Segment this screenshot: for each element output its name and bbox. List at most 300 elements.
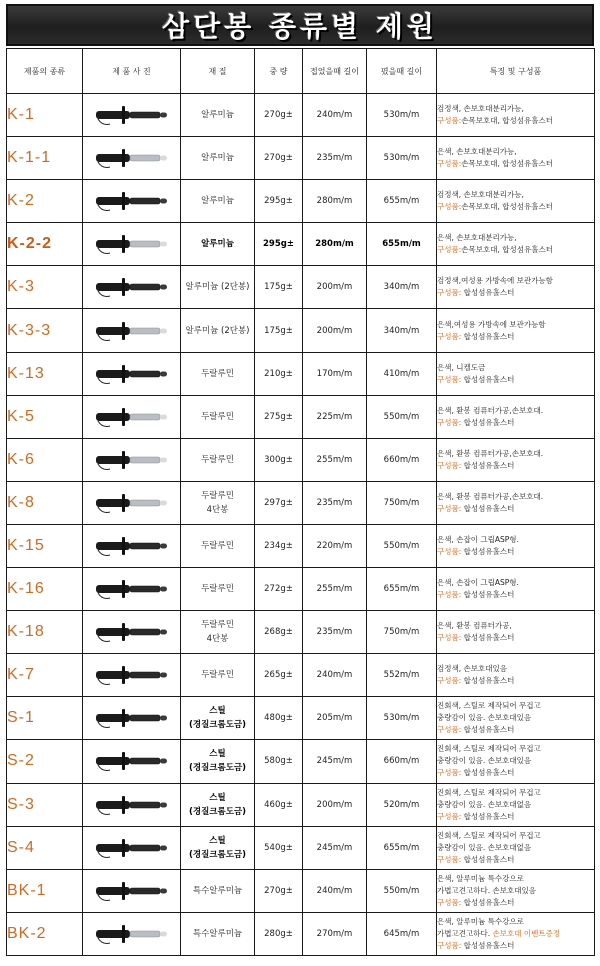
extended-length: 550m/m bbox=[367, 869, 437, 912]
extended-length: 645m/m bbox=[367, 912, 437, 955]
extended-length: 550m/m bbox=[367, 524, 437, 567]
features bbox=[437, 524, 595, 567]
model-name: K-16 bbox=[7, 568, 83, 611]
folded-length: 220m/m bbox=[303, 524, 367, 567]
model-name: K-18 bbox=[7, 611, 83, 654]
components-label: 구성품: bbox=[437, 546, 462, 556]
table-row bbox=[7, 395, 595, 438]
material bbox=[181, 912, 255, 955]
feature-line bbox=[437, 632, 594, 644]
feature-line bbox=[437, 417, 594, 429]
feature-line bbox=[437, 275, 594, 287]
weight: 270g± bbox=[255, 869, 303, 912]
folded-length: 240m/m bbox=[303, 869, 367, 912]
material bbox=[181, 826, 255, 869]
black-baton-icon bbox=[92, 878, 172, 904]
material-line: 두랄루민 bbox=[201, 490, 234, 501]
material bbox=[181, 309, 255, 352]
table-row bbox=[7, 654, 595, 697]
material-line: 4단봉 bbox=[206, 504, 229, 515]
folded-length: 235m/m bbox=[303, 137, 367, 180]
features bbox=[437, 94, 595, 137]
material-line: 알루미늄 bbox=[201, 110, 234, 121]
folded-length: 205m/m bbox=[303, 697, 367, 740]
components-label: 구성품: bbox=[437, 460, 462, 470]
features bbox=[437, 568, 595, 611]
weight: 295g± bbox=[255, 223, 303, 266]
feature-line bbox=[437, 362, 594, 374]
product-photo bbox=[83, 654, 181, 697]
feature-text: 합성섬유홀스터 bbox=[461, 854, 515, 864]
extended-length: 660m/m bbox=[367, 438, 437, 481]
model-name: BK-1 bbox=[7, 869, 83, 912]
table-row bbox=[7, 94, 595, 137]
material-line: (경질크롬도금) bbox=[188, 849, 247, 860]
feature-line bbox=[437, 232, 594, 244]
features bbox=[437, 869, 595, 912]
product-photo bbox=[83, 697, 181, 740]
material bbox=[181, 611, 255, 654]
feature-line bbox=[437, 675, 594, 687]
features bbox=[437, 481, 595, 524]
product-photo bbox=[83, 783, 181, 826]
model-name: K-3-3 bbox=[7, 309, 83, 352]
material-line: 스틸 bbox=[209, 835, 226, 846]
material-line: 특수알루미늄 bbox=[192, 885, 243, 896]
extended-length: 660m/m bbox=[367, 740, 437, 783]
product-photo bbox=[83, 912, 181, 955]
weight: 580g± bbox=[255, 740, 303, 783]
model-name: S-1 bbox=[7, 697, 83, 740]
features bbox=[437, 783, 595, 826]
feature-line bbox=[437, 103, 594, 115]
black-baton-icon bbox=[92, 274, 172, 300]
extended-length: 655m/m bbox=[367, 568, 437, 611]
material-line: 두랄루민 bbox=[201, 584, 234, 595]
table-row bbox=[7, 223, 595, 266]
feature-text: 검정색, 손보호대분리가능, bbox=[437, 190, 524, 200]
model-name: K-6 bbox=[7, 438, 83, 481]
feature-text: 진회색, 스틸로 제작되어 무겁고 bbox=[437, 744, 541, 754]
silver-baton-icon bbox=[92, 921, 172, 947]
model-name: K-15 bbox=[7, 524, 83, 567]
material-line: (경질크롬도금) bbox=[188, 806, 247, 817]
table-row bbox=[7, 826, 595, 869]
feature-line bbox=[437, 491, 594, 503]
feature-line bbox=[437, 928, 594, 940]
black-baton-icon bbox=[92, 619, 172, 645]
feature-text: 합성섬유홀스터 bbox=[461, 633, 515, 643]
table-row bbox=[7, 611, 595, 654]
feature-line bbox=[437, 842, 594, 854]
header-material: 재 질 bbox=[181, 49, 255, 94]
weight: 540g± bbox=[255, 826, 303, 869]
silver-baton-icon bbox=[92, 145, 172, 171]
feature-text: 합성섬유홀스터 bbox=[461, 811, 515, 821]
table-row bbox=[7, 869, 595, 912]
feature-line bbox=[437, 873, 594, 885]
folded-length: 200m/m bbox=[303, 266, 367, 309]
extended-length: 655m/m bbox=[367, 223, 437, 266]
components-label: 구성품: bbox=[437, 768, 462, 778]
feature-text: 합성섬유홀스터 bbox=[461, 897, 515, 907]
feature-line bbox=[437, 799, 594, 811]
components-label: 구성품: bbox=[437, 897, 462, 907]
weight: 275g± bbox=[255, 395, 303, 438]
table-row bbox=[7, 309, 595, 352]
extended-length: 410m/m bbox=[367, 352, 437, 395]
feature-text: 합성섬유홀스터 bbox=[461, 546, 515, 556]
extended-length: 520m/m bbox=[367, 783, 437, 826]
silver-baton-icon bbox=[92, 447, 172, 473]
feature-text: 충량감이 있음. 손보호대있음 bbox=[437, 713, 532, 723]
features bbox=[437, 223, 595, 266]
features bbox=[437, 266, 595, 309]
features bbox=[437, 309, 595, 352]
material-line: 특수알루미늄 bbox=[192, 928, 243, 939]
features bbox=[437, 611, 595, 654]
weight: 270g± bbox=[255, 137, 303, 180]
components-label: 구성품: bbox=[437, 417, 462, 427]
model-name: K-1 bbox=[7, 94, 83, 137]
material-line: 알루미늄 bbox=[201, 239, 234, 250]
feature-text: 진회색, 스틸로 제작되어 무겁고 bbox=[437, 787, 541, 797]
feature-text: 은색, 손잡이 그립ASP형. bbox=[437, 534, 519, 544]
material-line: 알루미늄 (2단봉) bbox=[185, 325, 250, 336]
model-name: K-2-2 bbox=[7, 223, 83, 266]
feature-line bbox=[437, 319, 594, 331]
header-folded-length: 접었을때 길이 bbox=[303, 49, 367, 94]
material-line: 두랄루민 bbox=[201, 454, 234, 465]
material-line: 스틸 bbox=[209, 792, 226, 803]
table-row bbox=[7, 266, 595, 309]
feature-text: 은색, 환봉 컴퓨터가공,손보호대. bbox=[437, 491, 544, 501]
feature-text: 충량감이 있음. 손보호대있음 bbox=[437, 756, 532, 766]
product-photo bbox=[83, 223, 181, 266]
feature-line bbox=[437, 534, 594, 546]
header-features: 특징 및 구성품 bbox=[437, 49, 595, 94]
feature-text: 합성섬유홀스터 bbox=[461, 590, 515, 600]
feature-line bbox=[437, 663, 594, 675]
feature-line bbox=[437, 448, 594, 460]
material bbox=[181, 524, 255, 567]
feature-line bbox=[437, 244, 594, 256]
feature-text: 은색, 환봉 컴퓨터가공,손보호대. bbox=[437, 448, 544, 458]
material-line: 두랄루민 bbox=[201, 540, 234, 551]
feature-text: 합성섬유홀스터 bbox=[461, 417, 515, 427]
material bbox=[181, 869, 255, 912]
components-label: 구성품: bbox=[437, 331, 462, 341]
weight: 210g± bbox=[255, 352, 303, 395]
black-baton-icon bbox=[92, 792, 172, 818]
material bbox=[181, 697, 255, 740]
feature-text: 합성섬유홀스터 bbox=[461, 288, 515, 298]
header-photo: 제 품 사 진 bbox=[83, 49, 181, 94]
material bbox=[181, 568, 255, 611]
model-name: K-8 bbox=[7, 481, 83, 524]
material bbox=[181, 94, 255, 137]
weight: 480g± bbox=[255, 697, 303, 740]
material-line: 알루미늄 (2단봉) bbox=[185, 282, 250, 293]
feature-line bbox=[437, 897, 594, 909]
extended-length: 655m/m bbox=[367, 180, 437, 223]
feature-line bbox=[437, 700, 594, 712]
silver-baton-icon bbox=[92, 490, 172, 516]
header-model: 제품의 종류 bbox=[7, 49, 83, 94]
feature-text: 은색, 알루미늄 특수강으로 bbox=[437, 916, 524, 926]
model-name: K-2 bbox=[7, 180, 83, 223]
material bbox=[181, 352, 255, 395]
folded-length: 240m/m bbox=[303, 654, 367, 697]
feature-line bbox=[437, 189, 594, 201]
feature-line bbox=[437, 331, 594, 343]
material-line: 4단봉 bbox=[206, 634, 229, 645]
black-baton-icon bbox=[92, 835, 172, 861]
material bbox=[181, 180, 255, 223]
feature-line bbox=[437, 115, 594, 127]
components-label: 구성품: bbox=[437, 633, 462, 643]
feature-text: 충량감이 있음. 손보호대없음 bbox=[437, 842, 532, 852]
product-photo bbox=[83, 395, 181, 438]
extended-length: 550m/m bbox=[367, 395, 437, 438]
features bbox=[437, 395, 595, 438]
features bbox=[437, 654, 595, 697]
feature-line bbox=[437, 830, 594, 842]
weight: 234g± bbox=[255, 524, 303, 567]
black-baton-icon bbox=[92, 361, 172, 387]
components-label: 구성품: bbox=[437, 854, 462, 864]
features bbox=[437, 137, 595, 180]
material bbox=[181, 783, 255, 826]
feature-text: 합성섬유홀스터 bbox=[461, 940, 515, 950]
feature-text: 검정색, 손보호대있음 bbox=[437, 664, 507, 674]
weight: 295g± bbox=[255, 180, 303, 223]
model-name: BK-2 bbox=[7, 912, 83, 955]
components-label: 구성품: bbox=[437, 590, 462, 600]
feature-line bbox=[437, 374, 594, 386]
table-row bbox=[7, 524, 595, 567]
folded-length: 280m/m bbox=[303, 180, 367, 223]
product-photo bbox=[83, 137, 181, 180]
material-line: (경질크롬도금) bbox=[188, 763, 247, 774]
product-photo bbox=[83, 524, 181, 567]
feature-text: 손목보호대, 합성섬유홀스터 bbox=[461, 116, 553, 126]
feature-line bbox=[437, 589, 594, 601]
header-row bbox=[7, 49, 595, 94]
feature-line bbox=[437, 146, 594, 158]
silver-baton-icon bbox=[92, 231, 172, 257]
product-photo bbox=[83, 266, 181, 309]
feature-line bbox=[437, 885, 594, 897]
folded-length: 235m/m bbox=[303, 611, 367, 654]
material bbox=[181, 438, 255, 481]
extended-length: 552m/m bbox=[367, 654, 437, 697]
product-photo bbox=[83, 309, 181, 352]
folded-length: 240m/m bbox=[303, 94, 367, 137]
feature-text: 은색, 환봉 컴퓨터가공, bbox=[437, 621, 512, 631]
material bbox=[181, 740, 255, 783]
components-label: 구성품: bbox=[437, 503, 462, 513]
model-name: K-13 bbox=[7, 352, 83, 395]
feature-line bbox=[437, 201, 594, 213]
model-name: K-5 bbox=[7, 395, 83, 438]
table-row bbox=[7, 438, 595, 481]
components-label: 구성품: bbox=[437, 202, 462, 212]
folded-length: 245m/m bbox=[303, 740, 367, 783]
material-line: (경질크롬도금) bbox=[188, 720, 247, 731]
product-photo bbox=[83, 438, 181, 481]
components-label: 구성품: bbox=[437, 116, 462, 126]
folded-length: 255m/m bbox=[303, 568, 367, 611]
model-name: K-7 bbox=[7, 654, 83, 697]
feature-text: 합성섬유홀스터 bbox=[461, 503, 515, 513]
components-label: 구성품: bbox=[437, 245, 462, 255]
material-line: 두랄루민 bbox=[201, 670, 234, 681]
page-title: 삼단봉 종류별 제원 bbox=[162, 10, 438, 43]
feature-text: 합성섬유홀스터 bbox=[461, 725, 515, 735]
model-name: S-2 bbox=[7, 740, 83, 783]
feature-line bbox=[437, 712, 594, 724]
extended-length: 340m/m bbox=[367, 266, 437, 309]
feature-text: 가볍고견고하다. 손보호대있음 bbox=[437, 885, 536, 895]
feature-text: 합성섬유홀스터 bbox=[461, 768, 515, 778]
features bbox=[437, 438, 595, 481]
material bbox=[181, 654, 255, 697]
extended-length: 530m/m bbox=[367, 137, 437, 180]
black-baton-icon bbox=[92, 188, 172, 214]
material bbox=[181, 137, 255, 180]
folded-length: 280m/m bbox=[303, 223, 367, 266]
black-baton-icon bbox=[92, 748, 172, 774]
product-photo bbox=[83, 180, 181, 223]
product-photo bbox=[83, 826, 181, 869]
folded-length: 200m/m bbox=[303, 783, 367, 826]
feature-text: 가볍고견고하다. bbox=[437, 928, 493, 938]
material-line: 두랄루민 bbox=[201, 620, 234, 631]
weight: 280g± bbox=[255, 912, 303, 955]
material bbox=[181, 481, 255, 524]
feature-line bbox=[437, 854, 594, 866]
feature-line bbox=[437, 743, 594, 755]
feature-text: 은색, 손보호대분리가능, bbox=[437, 147, 517, 157]
feature-line bbox=[437, 724, 594, 736]
features bbox=[437, 352, 595, 395]
material-line: 알루미늄 bbox=[201, 153, 234, 164]
feature-line bbox=[437, 787, 594, 799]
feature-text: 손목보호대, 합성섬유홀스터 bbox=[461, 159, 553, 169]
weight: 300g± bbox=[255, 438, 303, 481]
components-label: 구성품: bbox=[437, 159, 462, 169]
extended-length: 530m/m bbox=[367, 94, 437, 137]
weight: 175g± bbox=[255, 266, 303, 309]
model-name: S-4 bbox=[7, 826, 83, 869]
event-highlight: 손보호대 이벤트증정 bbox=[492, 928, 561, 938]
material-line: 알루미늄 bbox=[201, 196, 234, 207]
folded-length: 200m/m bbox=[303, 309, 367, 352]
weight: 272g± bbox=[255, 568, 303, 611]
title-banner bbox=[6, 4, 594, 46]
weight: 175g± bbox=[255, 309, 303, 352]
model-name: K-3 bbox=[7, 266, 83, 309]
feature-text: 은색, 알루미늄 특수강으로 bbox=[437, 873, 524, 883]
product-photo bbox=[83, 481, 181, 524]
material bbox=[181, 395, 255, 438]
weight: 268g± bbox=[255, 611, 303, 654]
material-line: 두랄루민 bbox=[201, 411, 234, 422]
feature-line bbox=[437, 546, 594, 558]
components-label: 구성품: bbox=[437, 288, 462, 298]
header-weight: 중 량 bbox=[255, 49, 303, 94]
feature-line bbox=[437, 577, 594, 589]
feature-text: 손목보호대, 합성섬유홀스터 bbox=[461, 245, 553, 255]
feature-text: 검정색,여성용 가방속에 보관가능함 bbox=[437, 276, 553, 286]
extended-length: 750m/m bbox=[367, 481, 437, 524]
product-photo bbox=[83, 611, 181, 654]
feature-text: 은색, 환봉 컴퓨터가공,손보호대. bbox=[437, 405, 544, 415]
components-label: 구성품: bbox=[437, 676, 462, 686]
feature-text: 진회색, 스틸로 제작되어 무겁고 bbox=[437, 830, 541, 840]
weight: 270g± bbox=[255, 94, 303, 137]
folded-length: 170m/m bbox=[303, 352, 367, 395]
features bbox=[437, 180, 595, 223]
components-label: 구성품: bbox=[437, 811, 462, 821]
black-baton-icon bbox=[92, 102, 172, 128]
features bbox=[437, 912, 595, 955]
product-photo bbox=[83, 94, 181, 137]
components-label: 구성품: bbox=[437, 725, 462, 735]
feature-text: 합성섬유홀스터 bbox=[461, 374, 515, 384]
material-line: 스틸 bbox=[209, 706, 226, 717]
components-label: 구성품: bbox=[437, 374, 462, 384]
folded-length: 255m/m bbox=[303, 438, 367, 481]
features bbox=[437, 740, 595, 783]
features bbox=[437, 826, 595, 869]
feature-text: 은색, 손잡이 그립ASP형. bbox=[437, 578, 519, 588]
feature-text: 충량감이 있음. 손보호대없음 bbox=[437, 799, 532, 809]
material-line: 두랄루민 bbox=[201, 368, 234, 379]
spec-table bbox=[6, 48, 595, 956]
model-name: S-3 bbox=[7, 783, 83, 826]
table-row bbox=[7, 697, 595, 740]
feature-text: 합성섬유홀스터 bbox=[461, 331, 515, 341]
extended-length: 750m/m bbox=[367, 611, 437, 654]
weight: 297g± bbox=[255, 481, 303, 524]
feature-text: 은색, 니켈도금 bbox=[437, 362, 486, 372]
silver-baton-icon bbox=[92, 318, 172, 344]
silver-baton-icon bbox=[92, 404, 172, 430]
feature-line bbox=[437, 755, 594, 767]
feature-text: 합성섬유홀스터 bbox=[461, 460, 515, 470]
feature-line bbox=[437, 287, 594, 299]
table-row bbox=[7, 481, 595, 524]
feature-line bbox=[437, 405, 594, 417]
material bbox=[181, 223, 255, 266]
feature-text: 검정색, 손보호대분리가능, bbox=[437, 104, 524, 114]
extended-length: 655m/m bbox=[367, 826, 437, 869]
feature-line bbox=[437, 916, 594, 928]
table-row bbox=[7, 912, 595, 955]
product-photo bbox=[83, 740, 181, 783]
table-row bbox=[7, 568, 595, 611]
folded-length: 270m/m bbox=[303, 912, 367, 955]
feature-text: 합성섬유홀스터 bbox=[461, 676, 515, 686]
feature-line bbox=[437, 767, 594, 779]
product-photo bbox=[83, 869, 181, 912]
extended-length: 530m/m bbox=[367, 697, 437, 740]
header-extended-length: 폈을때 길이 bbox=[367, 49, 437, 94]
feature-text: 은색,여성용 가방속에 보관가능함 bbox=[437, 319, 546, 329]
black-baton-icon bbox=[92, 533, 172, 559]
